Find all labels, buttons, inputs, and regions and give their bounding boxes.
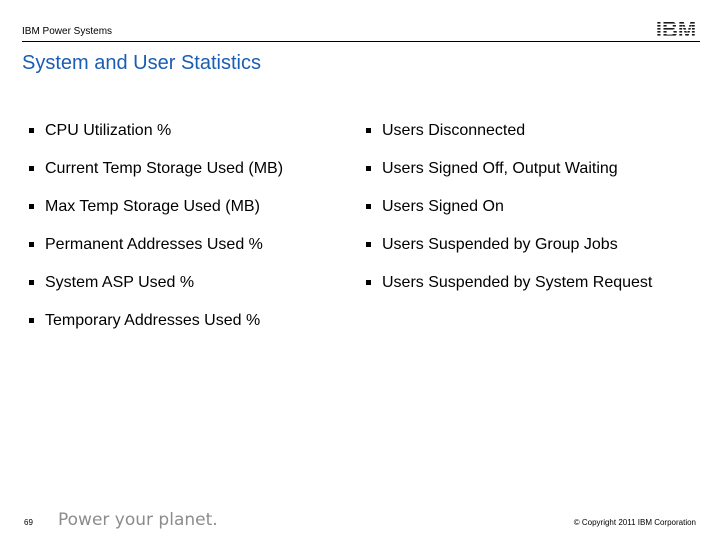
bullet-text: System ASP Used % <box>45 274 195 291</box>
slide-title: System and User Statistics <box>22 52 261 74</box>
bullet-text: Users Signed Off, Output Waiting <box>382 160 618 177</box>
bullet-item <box>366 196 686 218</box>
square-bullet-icon <box>366 128 371 133</box>
right-bullet-list <box>366 120 686 310</box>
square-bullet-icon <box>366 166 371 171</box>
square-bullet-icon <box>29 204 34 209</box>
bullet-item <box>29 234 329 256</box>
square-bullet-icon <box>366 204 371 209</box>
bullet-item <box>29 158 329 180</box>
square-bullet-icon <box>29 280 34 285</box>
bullet-item <box>29 310 329 332</box>
bullet-item <box>29 272 329 294</box>
square-bullet-icon <box>29 318 34 323</box>
header-brand: IBM Power Systems <box>22 26 113 37</box>
square-bullet-icon <box>29 242 34 247</box>
bullet-item <box>29 196 329 218</box>
footer-tagline: Power your planet. <box>58 510 218 530</box>
bullet-text: Max Temp Storage Used (MB) <box>45 198 260 215</box>
bullet-text: Temporary Addresses Used % <box>45 312 261 329</box>
copyright-notice: © Copyright 2011 IBM Corporation <box>573 518 696 527</box>
square-bullet-icon <box>366 242 371 247</box>
bullet-text: Users Suspended by Group Jobs <box>382 236 618 253</box>
left-bullet-list <box>29 120 329 348</box>
bullet-item <box>366 120 686 142</box>
bullet-text: Users Disconnected <box>382 122 526 139</box>
bullet-text: CPU Utilization % <box>45 122 172 139</box>
square-bullet-icon <box>29 128 34 133</box>
ibm-logo <box>652 18 700 40</box>
bullet-item <box>366 234 686 256</box>
square-bullet-icon <box>29 166 34 171</box>
header-divider <box>22 41 700 42</box>
bullet-item <box>366 158 686 180</box>
bullet-item <box>29 120 329 142</box>
bullet-text: Users Signed On <box>382 198 504 215</box>
bullet-text: Users Suspended by System Request <box>382 274 653 291</box>
bullet-text: Permanent Addresses Used % <box>45 236 263 253</box>
page-number: 69 <box>24 518 33 527</box>
bullet-item <box>366 272 686 294</box>
square-bullet-icon <box>366 280 371 285</box>
bullet-text: Current Temp Storage Used (MB) <box>45 160 284 177</box>
